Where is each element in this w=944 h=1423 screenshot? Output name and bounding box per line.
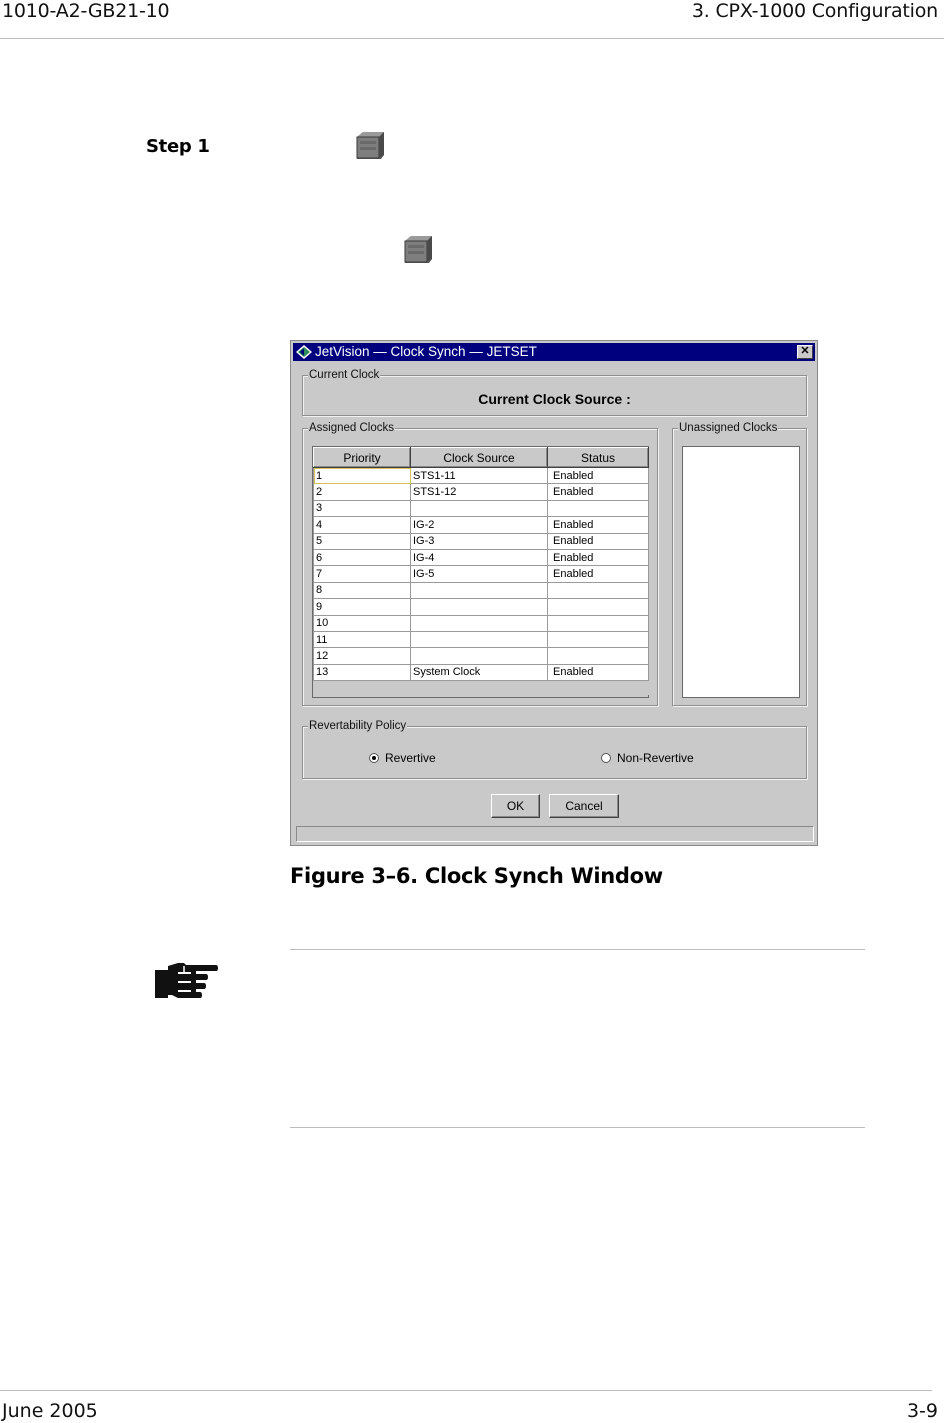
clock-source-cell[interactable]: System Clock xyxy=(411,664,548,680)
clock-source-cell[interactable] xyxy=(411,500,548,516)
footer-date: June 2005 xyxy=(2,1400,98,1422)
clock-source-cell[interactable] xyxy=(411,582,548,598)
non-revertive-label: Non-Revertive xyxy=(617,751,694,765)
status-cell[interactable]: Enabled xyxy=(548,533,649,549)
clock-source-cell[interactable]: STS1-12 xyxy=(411,484,548,500)
table-row[interactable] xyxy=(314,648,649,664)
column-header-clock-source[interactable]: Clock Source xyxy=(411,448,548,468)
network-device-icon xyxy=(403,235,435,265)
clock-source-cell[interactable]: IG-5 xyxy=(411,566,548,582)
priority-cell[interactable]: 4 xyxy=(314,517,411,533)
non-revertive-radio[interactable] xyxy=(601,753,611,763)
priority-cell[interactable]: 3 xyxy=(314,500,411,516)
note-top-rule xyxy=(290,949,865,950)
priority-cell[interactable]: 1 xyxy=(314,468,411,484)
priority-cell[interactable]: 10 xyxy=(314,615,411,631)
status-cell[interactable] xyxy=(548,615,649,631)
section-title: 3. CPX-1000 Configuration xyxy=(691,0,938,22)
close-icon: ✕ xyxy=(800,345,810,357)
priority-cell[interactable]: 13 xyxy=(314,664,411,680)
cancel-button[interactable]: Cancel xyxy=(549,794,619,818)
assigned-clocks-group-label: Assigned Clocks xyxy=(309,422,395,434)
status-cell[interactable] xyxy=(548,648,649,664)
clock-source-cell[interactable] xyxy=(411,648,548,664)
status-cell[interactable] xyxy=(548,582,649,598)
table-row[interactable] xyxy=(314,500,649,516)
status-cell[interactable]: Enabled xyxy=(548,664,649,680)
clock-source-cell[interactable]: IG-3 xyxy=(411,533,548,549)
revertability-policy-group xyxy=(302,720,807,779)
status-cell[interactable]: Enabled xyxy=(548,484,649,500)
priority-cell[interactable]: 9 xyxy=(314,599,411,615)
unassigned-clocks-group-label: Unassigned Clocks xyxy=(679,422,778,434)
pointing-hand-note-icon xyxy=(154,962,218,1004)
status-cell[interactable] xyxy=(548,500,649,516)
footer-rule xyxy=(0,1390,932,1391)
figure-caption: Figure 3–6. Clock Synch Window xyxy=(290,864,663,888)
status-cell[interactable]: Enabled xyxy=(548,517,649,533)
table-row[interactable] xyxy=(314,599,649,615)
priority-cell[interactable]: 8 xyxy=(314,582,411,598)
clock-source-cell[interactable]: STS1-11 xyxy=(411,468,548,484)
table-row[interactable] xyxy=(314,615,649,631)
revertive-radio[interactable] xyxy=(369,753,379,763)
clock-source-cell[interactable] xyxy=(411,631,548,647)
doc-number: 1010-A2-GB21-10 xyxy=(2,0,170,22)
jetvision-logo-icon xyxy=(296,345,312,359)
table-row[interactable] xyxy=(314,468,649,484)
step-label: Step 1 xyxy=(146,136,210,157)
priority-cell[interactable]: 2 xyxy=(314,484,411,500)
priority-cell[interactable]: 7 xyxy=(314,566,411,582)
ok-button[interactable]: OK xyxy=(491,794,540,818)
table-row[interactable] xyxy=(314,549,649,565)
assigned-clocks-table-wrap xyxy=(312,446,649,698)
status-cell[interactable] xyxy=(548,631,649,647)
window-titlebar[interactable] xyxy=(293,343,815,361)
table-empty-cell xyxy=(314,681,649,696)
note-bottom-rule xyxy=(290,1127,865,1128)
priority-cell[interactable]: 5 xyxy=(314,533,411,549)
table-row[interactable] xyxy=(314,533,649,549)
header-rule xyxy=(0,38,944,39)
current-clock-group xyxy=(302,369,807,416)
current-clock-source-label: Current Clock Source : xyxy=(478,391,631,407)
priority-cell[interactable]: 6 xyxy=(314,549,411,565)
page-number: 3-9 xyxy=(906,1400,938,1422)
network-device-icon xyxy=(355,131,387,161)
status-bar xyxy=(296,826,814,842)
table-row[interactable] xyxy=(314,566,649,582)
priority-cell[interactable]: 11 xyxy=(314,631,411,647)
clock-synch-window xyxy=(290,340,818,846)
clock-source-cell[interactable]: IG-4 xyxy=(411,549,548,565)
clock-source-cell[interactable] xyxy=(411,599,548,615)
status-cell[interactable]: Enabled xyxy=(548,549,649,565)
revertive-label: Revertive xyxy=(385,751,436,765)
column-header-priority[interactable]: Priority xyxy=(314,448,411,468)
revertability-policy-group-label: Revertability Policy xyxy=(309,720,407,732)
table-row[interactable] xyxy=(314,517,649,533)
status-cell[interactable]: Enabled xyxy=(548,566,649,582)
assigned-clocks-table xyxy=(313,447,649,695)
window-title: JetVision — Clock Synch — JETSET xyxy=(315,344,537,359)
unassigned-clocks-group xyxy=(672,422,807,706)
table-row[interactable] xyxy=(314,631,649,647)
current-clock-group-label: Current Clock xyxy=(309,369,380,381)
table-row[interactable] xyxy=(314,664,649,680)
clock-source-cell[interactable]: IG-2 xyxy=(411,517,548,533)
column-header-status[interactable]: Status xyxy=(548,448,649,468)
close-button[interactable] xyxy=(797,345,813,359)
table-empty-area xyxy=(314,681,649,696)
priority-cell[interactable]: 12 xyxy=(314,648,411,664)
status-cell[interactable]: Enabled xyxy=(548,468,649,484)
table-row[interactable] xyxy=(314,582,649,598)
clock-source-cell[interactable] xyxy=(411,615,548,631)
unassigned-clocks-list[interactable] xyxy=(682,446,800,698)
assigned-clocks-group xyxy=(302,422,658,706)
status-cell[interactable] xyxy=(548,599,649,615)
table-row[interactable] xyxy=(314,484,649,500)
